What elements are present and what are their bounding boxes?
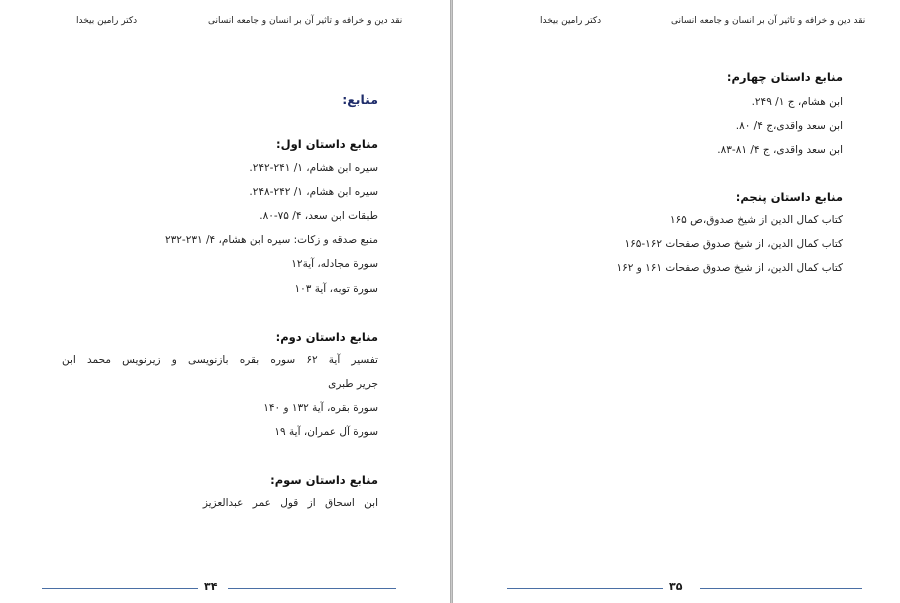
reference-line: کتاب کمال الدین، از شیخ صدوق صفحات ۱۶۲-۱۶۵ <box>624 238 843 250</box>
references-heading: منابع: <box>342 92 378 107</box>
footer-rule-right <box>228 588 396 589</box>
page-number: ۳۴ <box>204 580 218 593</box>
reference-line: سورة بقره، آیة ۱۳۲ و ۱۴۰ <box>263 402 378 414</box>
footer-rule-right <box>700 588 862 589</box>
reference-line: سورة مجادله، آیة۱۲ <box>291 258 378 270</box>
page-number: ۳۵ <box>669 580 683 593</box>
reference-line: سیره ابن هشام، ۱/ ۲۴۲-۲۴۸. <box>249 186 378 198</box>
reference-line: ابن هشام، ج ۱/ ۲۴۹. <box>751 96 843 108</box>
section-heading: منابع داستان چهارم: <box>726 70 843 84</box>
footer-rule-left <box>42 588 198 589</box>
reference-line: ابن سعد واقدی،ج ۴/ ۸۰. <box>735 120 843 132</box>
reference-line: سورة آل عمران، آیة ۱۹ <box>274 426 378 438</box>
reference-line: سیره ابن هشام، ۱/ ۲۴۱-۲۴۲. <box>249 162 378 174</box>
header-title: نقد دین و خرافه و تاثیر آن بر انسان و جامعه انسانی <box>208 16 403 26</box>
right-page <box>453 0 900 603</box>
section-heading: منابع داستان سوم: <box>270 473 378 487</box>
reference-line: ابن اسحاق از قول عمر عبدالعزیز <box>202 497 378 509</box>
reference-line: تفسیر آیة ۶۲ سوره بقره بازنویسی و زیرنویس محمد ابن <box>62 354 378 366</box>
reference-line: کتاب کمال الدین، از شیخ صدوق صفحات ۱۶۱ و ۱۶۲ <box>616 262 843 274</box>
section-heading: منابع داستان دوم: <box>275 330 378 344</box>
reference-line: منبع صدقه و زکات: سیره ابن هشام، ۴/ ۲۳۱-۲۳۲ <box>164 234 378 246</box>
footer-rule-left <box>507 588 663 589</box>
reference-line: جریر طبری <box>328 378 378 390</box>
reference-line: سورة توبه، آیة ۱۰۳ <box>294 283 378 295</box>
section-heading: منابع داستان اول: <box>276 137 378 151</box>
reference-line: طبقات ابن سعد، ۴/ ۷۵-۸۰. <box>259 210 378 222</box>
reference-line: کتاب کمال الدین از شیخ صدوق،ص ۱۶۵ <box>669 214 843 226</box>
header-author: دکتر رامین بیخدا <box>76 16 138 26</box>
header-author: دکتر رامین بیخدا <box>540 16 602 26</box>
section-heading: منابع داستان پنجم: <box>735 190 843 204</box>
reference-line: ابن سعد واقدی، ج ۴/ ۸۱-۸۳. <box>717 144 843 156</box>
header-title: نقد دین و خرافه و تاثیر آن بر انسان و جامعه انسانی <box>671 16 866 26</box>
